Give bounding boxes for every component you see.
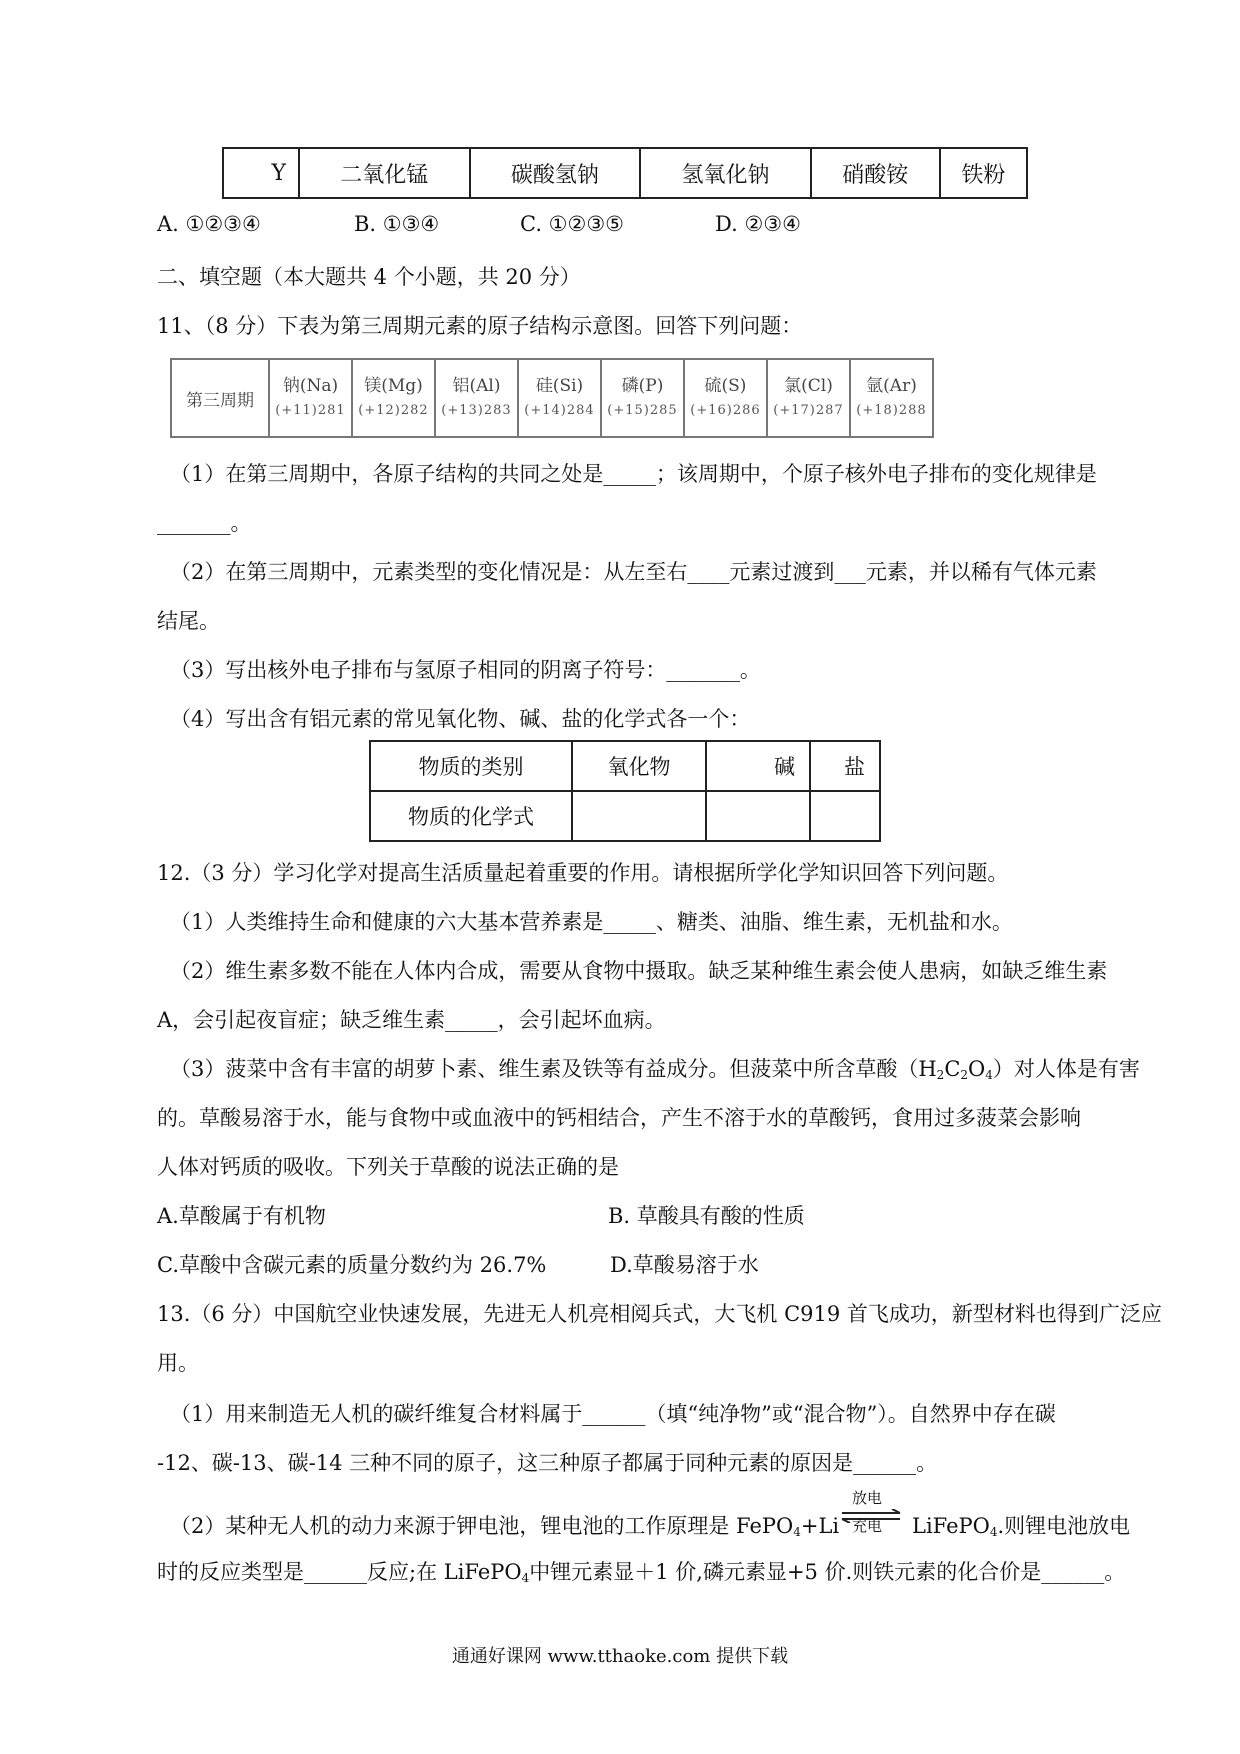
table-cell: Y [223,148,299,198]
q10-option-b: B. ①③④ [354,212,440,236]
q10-table [222,147,1028,199]
element-cell [684,359,767,437]
table-cell: 物质的化学式 [370,791,572,841]
q12-part2-line1: （2）维生素多数不能在人体内合成，需要从食物中摄取。缺乏某种维生素会使人患病，如缺乏维生素 [170,959,1108,983]
q10-option-a: A. ①②③④ [157,212,261,236]
q11-part4: （4）写出含有铝元素的常见氧化物、碱、盐的化学式各一个： [170,707,751,731]
text-span: LiFePO [912,1514,990,1538]
text-span: （2）某种无人机的动力来源于钾电池，锂电池的工作原理是 FePO [170,1514,794,1538]
text-span: C [944,1057,961,1081]
element-cell [352,359,435,437]
q12-option-c: C.草酸中含碳元素的质量分数约为 26.7% [157,1253,547,1277]
table-header: 盐 [810,741,880,791]
text-span: 中锂元素显＋1 价,磷元素显+5 价.则铁元素的化合价是______。 [529,1560,1126,1584]
q11-stem: 11、（8 分）下表为第三周期元素的原子结构示意图。回答下列问题： [157,314,803,338]
arrow-label-bottom: 充电 [852,1517,883,1535]
q12-part2-line2: A，会引起夜盲症；缺乏维生素_____，会引起坏血病。 [157,1008,666,1032]
text-span: .则锂电池放电 [997,1514,1131,1538]
table-row [370,791,880,841]
q10-option-c: C. ①②③⑤ [520,212,624,236]
q10-option-d: D. ②③④ [715,212,801,236]
atom-diagram: (+18)288 [856,403,927,418]
element-cell [767,359,850,437]
table-header: 物质的类别 [370,741,572,791]
table-header: 氧化物 [572,741,706,791]
subscript: 4 [989,1525,998,1539]
q13-part2-line2 [157,1556,1125,1586]
q11-part1-line1: （1）在第三周期中，各原子结构的共同之处是_____；该周期中，个原子核外电子排布的变化规律是 [170,462,1097,486]
q12-option-b: B. 草酸具有酸的性质 [608,1204,805,1228]
arrow-label-top: 放电 [852,1489,883,1507]
element-name: 氩(Ar) [866,376,917,396]
q13-stem-line1: 13.（6 分）中国航空业快速发展，先进无人机亮相阅兵式，大飞机 C919 首飞成功，新型材料也得到广泛应 [157,1302,1162,1326]
atom-diagram: (+12)282 [358,403,429,418]
table-row [370,741,880,791]
subscript: 2 [960,1068,969,1082]
text-span: O [968,1057,986,1081]
q13-part2-line1a [170,1510,839,1540]
answer-cell[interactable] [810,791,880,841]
q11-part3: （3）写出核外电子排布与氢原子相同的阴离子符号：_______。 [170,658,761,682]
table-row [223,148,1027,198]
aluminum-table [369,740,881,842]
table-cell: 硝酸铵 [811,148,940,198]
q13-part2-line1b [912,1510,1130,1540]
table-cell: 碳酸氢钠 [470,148,641,198]
period-table [170,358,934,438]
q11-part2-line1: （2）在第三周期中，元素类型的变化情况是：从左至右____元素过渡到___元素，并以稀有气体元素 [170,560,1097,584]
element-name: 氯(Cl) [784,376,833,396]
subscript: 4 [985,1068,993,1082]
element-cell [850,359,933,437]
element-name: 磷(P) [621,376,664,396]
element-name: 钠(Na) [282,376,339,396]
element-name: 镁(Mg) [364,376,423,396]
element-name: 铝(Al) [452,376,501,396]
page-footer: 通通好课网 www.tthaoke.com 提供下载 [451,1646,789,1667]
atom-diagram: (+14)284 [524,403,595,418]
section-title: 二、填空题（本大题共 4 个小题，共 20 分） [157,265,581,289]
q12-part3-line1 [170,1053,1140,1083]
element-cell [601,359,684,437]
element-name: 硫(S) [704,376,747,396]
answer-cell[interactable] [572,791,706,841]
element-cell [435,359,518,437]
answer-cell[interactable] [706,791,810,841]
table-cell: 二氧化锰 [299,148,470,198]
q12-part3-line2: 的。草酸易溶于水，能与食物中或血液中的钙相结合，产生不溶于水的草酸钙，食用过多菠菜会影响 [157,1106,1081,1130]
period-label: 第三周期 [171,359,269,437]
atom-diagram: (+11)281 [275,403,346,418]
element-name: 硅(Si) [535,376,584,396]
reversible-arrow [838,1491,904,1535]
table-cell: 氢氧化钠 [640,148,811,198]
q13-part1-line1: （1）用来制造无人机的碳纤维复合材料属于______（填“纯净物”或“混合物”）。自然界中存在碳 [170,1402,1056,1426]
q12-option-d: D.草酸易溶于水 [610,1253,759,1277]
text-span: （3）菠菜中含有丰富的胡萝卜素、维生素及铁等有益成分。但菠菜中所含草酸（H [170,1057,937,1081]
atom-diagram: (+15)285 [607,403,678,418]
q12-option-a: A.草酸属于有机物 [157,1204,326,1228]
text-span: +Li [800,1514,840,1538]
table-header: 碱 [706,741,810,791]
q12-stem: 12.（3 分）学习化学对提高生活质量起着重要的作用。请根据所学化学知识回答下列问题。 [157,861,1009,885]
atom-diagram: (+16)286 [690,403,761,418]
subscript: 4 [793,1525,801,1539]
atom-diagram: (+13)283 [441,403,512,418]
q11-part1-line2: _______。 [157,511,252,535]
text-span: 时的反应类型是______反应;在 LiFePO [157,1560,522,1584]
subscript: 2 [936,1068,945,1082]
text-span: ）对人体是有害 [992,1057,1140,1081]
atom-diagram: (+17)287 [773,403,844,418]
element-cell [269,359,352,437]
q13-stem-line2: 用。 [157,1351,199,1375]
q12-part1: （1）人类维持生命和健康的六大基本营养素是_____、糖类、油脂、维生素，无机盐和水。 [170,910,1013,934]
subscript: 4 [521,1571,530,1585]
table-row [171,359,933,437]
q12-part3-line3: 人体对钙质的吸收。下列关于草酸的说法正确的是 [157,1155,619,1179]
q13-part1-line2: -12、碳-13、碳-14 三种不同的原子，这三种原子都属于同种元素的原因是______。 [157,1451,938,1475]
table-cell: 铁粉 [940,148,1027,198]
q11-part2-line2: 结尾。 [157,609,220,633]
element-cell [518,359,601,437]
